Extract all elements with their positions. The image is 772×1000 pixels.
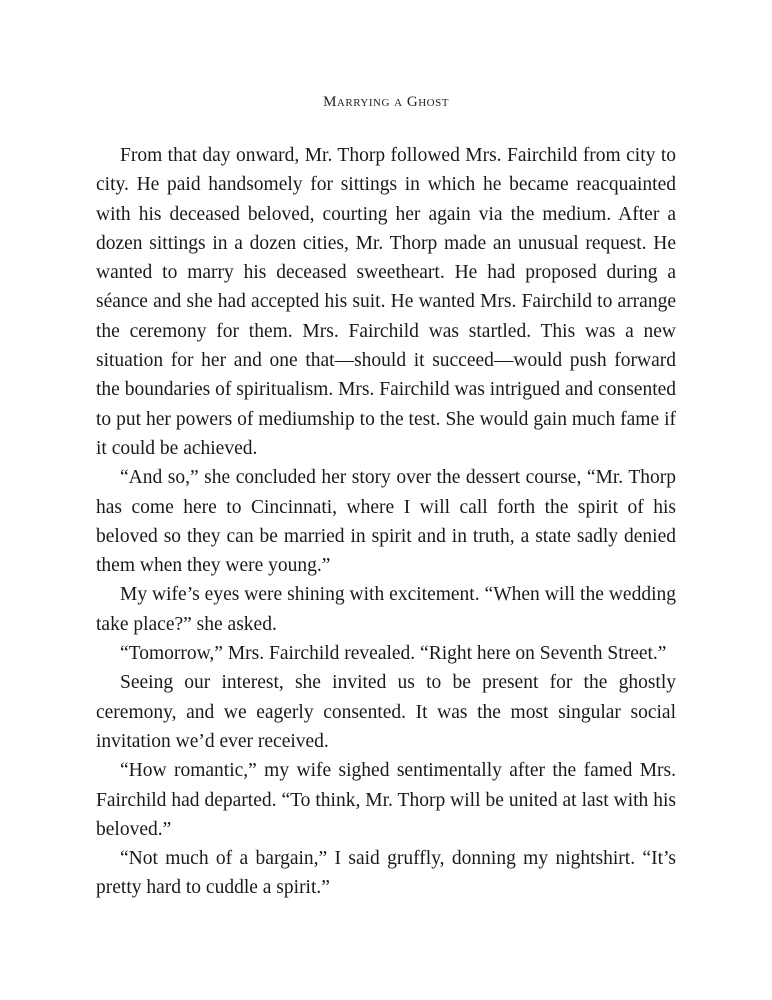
running-header-title: Marrying a Ghost [323,94,449,110]
paragraph-7: “Not much of a bargain,” I said gruffly, donning my nightshirt. “It’s pretty hard to cuddle a spirit.” [96,848,676,899]
paragraph-2: “And so,” she concluded her story over the dessert course, “Mr. Thorp has come here to Cincinnati, where I will call forth the spirit of his beloved so they can be married in spirit and in truth, a state sadly denied them when they were young.” [96,467,676,577]
paragraph-4: “Tomorrow,” Mrs. Fairchild revealed. “Right here on Seventh Street.” [120,643,667,665]
paragraph-3: My wife’s eyes were shining with excitement. “When will the wedding take place?” she asked. [96,584,676,635]
body-text [96,141,676,903]
paragraph-6: “How romantic,” my wife sighed sentimentally after the famed Mrs. Fairchild had departed. “To think, Mr. Thorp will be united at last with his beloved.” [96,760,676,840]
paragraph-5: Seeing our interest, she invited us to be present for the ghostly ceremony, and we eagerly consented. It was the most singular social invitation we’d ever received. [96,672,676,752]
paragraph-1: From that day onward, Mr. Thorp followed Mrs. Fairchild from city to city. He paid handsomely for sittings in which he became reacquainted with his deceased beloved, courting her again via the medium. After a dozen sittings in a dozen cities, Mr. Thorp made an unusual request. He wanted to marry his deceased sweetheart. He had proposed during a séance and she had accepted his suit. He wanted Mrs. Fairchild to arrange the ceremony for them. Mrs. Fairchild was startled. This was a new situation for her and one that—should it succeed—would push forward the boundaries of spiritualism. Mrs. Fairchild was intrigued and consented to put her powers of mediumship to the test. She would gain much fame if it could be achieved. [96,145,677,459]
